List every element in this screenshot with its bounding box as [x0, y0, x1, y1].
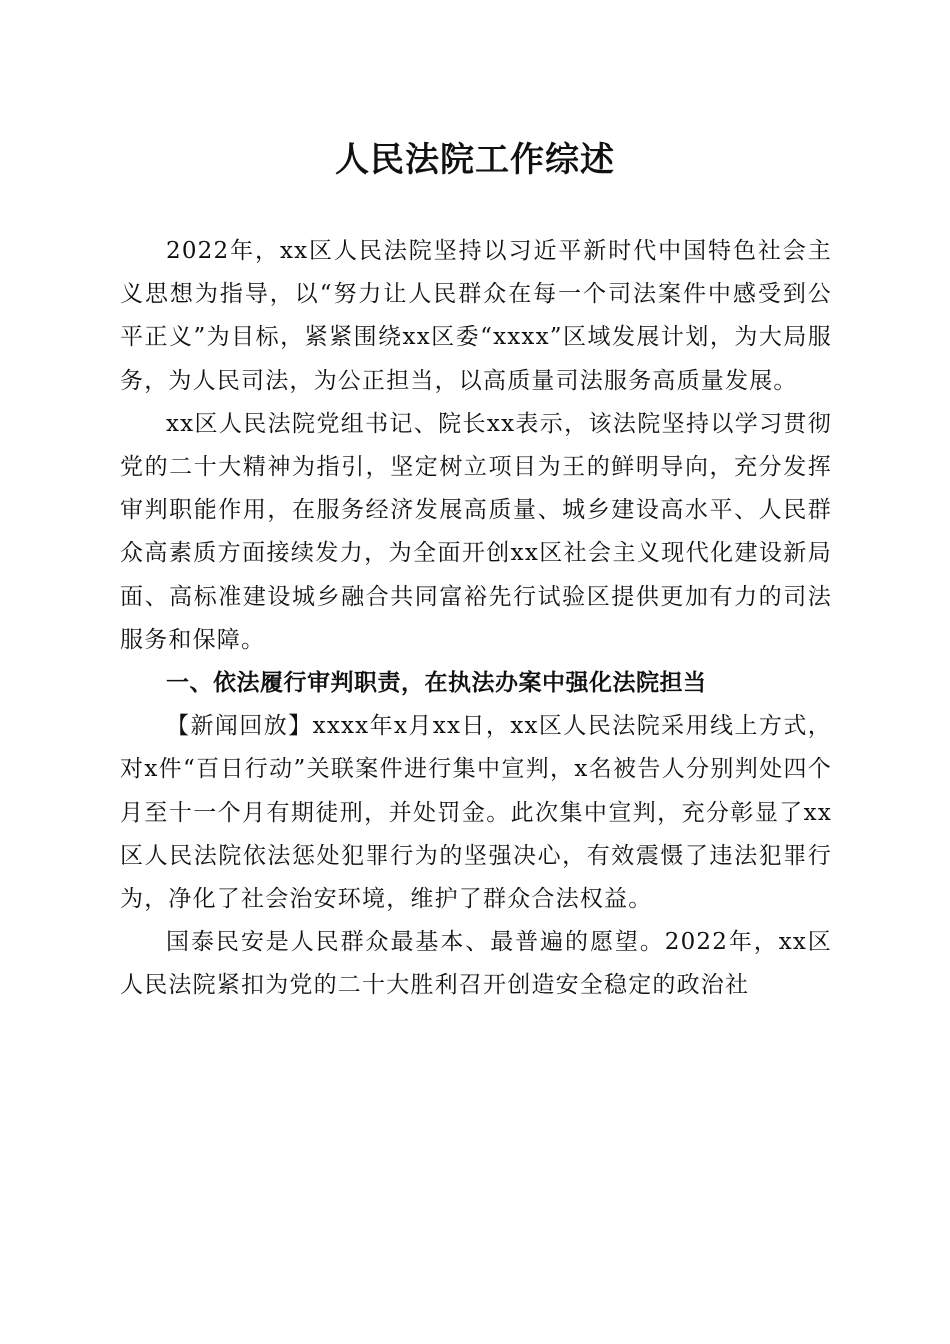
public-safety-paragraph: 国泰民安是人民群众最基本、最普遍的愿望。2022年，xx区人民法院紧扣为党的二十大胜利召开创造安全稳定的政治社	[120, 929, 832, 999]
section-heading-1: 一、依法履行审判职责，在执法办案中强化法院担当	[166, 670, 707, 697]
intro-paragraph: 2022年，xx区人民法院坚持以习近平新时代中国特色社会主义思想为指导，以“努力让人民群众在每一个司法案件中感受到公平正义”为目标，紧紧围绕xx区委“xxxx”区域发展计划，为大局服务，为人民司法，为公正担当，以高质量司法服务高质量发展。	[120, 238, 832, 394]
document-body	[120, 230, 832, 1008]
document-title: 人民法院工作综述	[335, 140, 615, 180]
news-replay-paragraph: 【新闻回放】xxxx年x月xx日，xx区人民法院采用线上方式，对x件“百日行动”关联案件进行集中宣判，x名被告人分别判处四个月至十一个月有期徒刑，并处罚金。此次集中宣判，充分彰显了xx区人民法院依法惩处犯罪行为的坚强决心，有效震慑了违法犯罪行为，净化了社会治安环境，维护了群众合法权益。	[120, 713, 832, 913]
president-statement-paragraph: xx区人民法院党组书记、院长xx表示，该法院坚持以学习贯彻党的二十大精神为指引，坚定树立项目为王的鲜明导向，充分发挥审判职能作用，在服务经济发展高质量、城乡建设高水平、人民群众高素质方面接续发力，为全面开创xx区社会主义现代化建设新局面、高标准建设城乡融合共同富裕先行试验区提供更加有力的司法服务和保障。	[120, 410, 832, 653]
